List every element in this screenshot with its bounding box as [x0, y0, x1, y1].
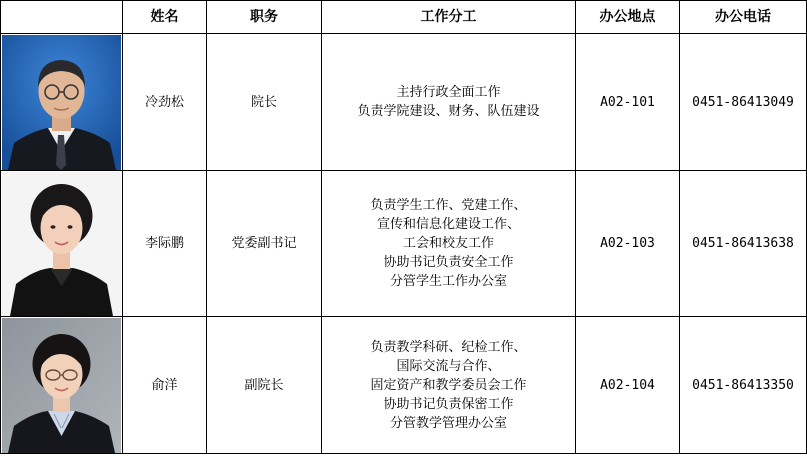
phone-cell: 0451-86413638 [680, 171, 807, 317]
office-cell: A02-104 [576, 317, 680, 454]
duty-line: 负责学院建设、财务、队伍建设 [357, 104, 540, 119]
duty-line: 国际交流与合作、 [396, 358, 501, 374]
duty-line: 负责教学科研、纪检工作、 [370, 339, 527, 355]
duty-line: 负责学生工作、党建工作、 [370, 198, 527, 213]
header-photo [1, 1, 123, 34]
header-title: 职务 [207, 1, 322, 34]
duty-line: 工会和校友工作 [402, 236, 494, 251]
table-row [1, 171, 807, 317]
duty-line: 固定资产和教学委员会工作 [370, 377, 527, 393]
duty-line: 协助书记负责安全工作 [383, 255, 514, 270]
photo-cell [1, 171, 123, 317]
header-name: 姓名 [123, 1, 207, 34]
title-cell: 副院长 [207, 317, 322, 454]
duty-line: 分管教学管理办公室 [389, 415, 507, 431]
header-row [1, 1, 807, 34]
portrait-photo [2, 172, 121, 316]
duties-cell [322, 317, 576, 454]
header-duties: 工作分工 [322, 1, 576, 34]
header-office: 办公地点 [576, 1, 680, 34]
photo-cell [1, 317, 123, 454]
name-cell: 李际鹏 [123, 171, 207, 317]
header-phone: 办公电话 [680, 1, 807, 34]
office-cell: A02-101 [576, 34, 680, 171]
portrait-photo-icon [2, 35, 121, 170]
office-cell: A02-103 [576, 171, 680, 317]
table-row [1, 34, 807, 171]
duty-line: 分管学生工作办公室 [389, 274, 507, 289]
phone-cell: 0451-86413350 [680, 317, 807, 454]
phone-cell: 0451-86413049 [680, 34, 807, 171]
table-row [1, 317, 807, 454]
portrait-photo [2, 35, 121, 170]
duty-line: 主持行政全面工作 [396, 85, 501, 100]
duty-line: 协助书记负责保密工作 [383, 396, 514, 412]
name-cell: 冷劲松 [123, 34, 207, 171]
portrait-photo [2, 318, 121, 453]
photo-cell [1, 34, 123, 171]
name-cell: 俞洋 [123, 317, 207, 454]
duty-line: 宣传和信息化建设工作、 [376, 217, 520, 232]
portrait-photo-icon [2, 172, 121, 316]
duties-cell [322, 171, 576, 317]
title-cell: 党委副书记 [207, 171, 322, 317]
duties-cell [322, 34, 576, 171]
portrait-photo-icon [2, 318, 121, 453]
title-cell: 院长 [207, 34, 322, 171]
